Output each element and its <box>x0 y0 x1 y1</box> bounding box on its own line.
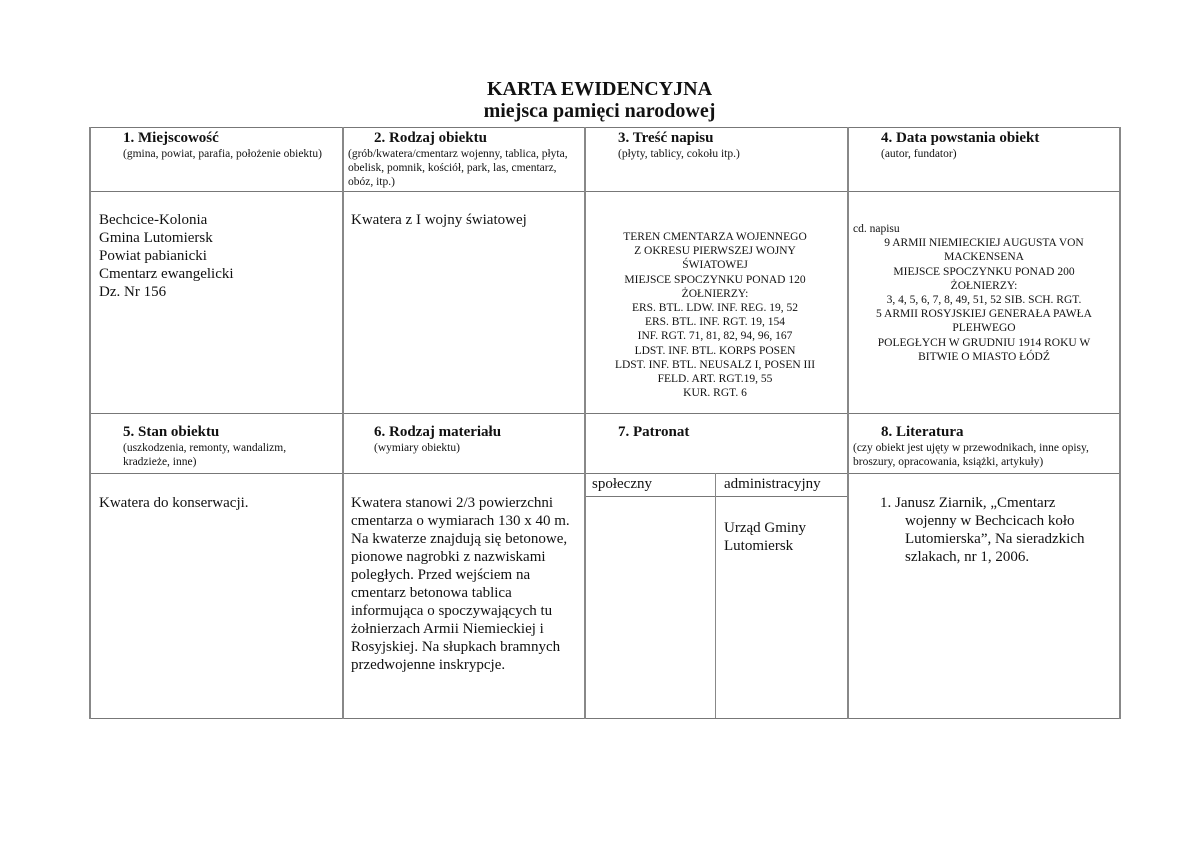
header-object-type <box>348 130 578 189</box>
text-line: Cmentarz ewangelicki <box>99 266 234 282</box>
row-divider <box>90 191 1121 192</box>
inscription-line: 3, 4, 5, 6, 7, 8, 49, 51, 52 SIB. SCH. RGT. <box>886 294 1082 307</box>
text-line: Dz. Nr 156 <box>99 284 167 300</box>
text-line: Bechcice-Kolonia <box>99 212 208 228</box>
header-label: 5. Stan obiektu <box>123 424 220 440</box>
inscription-line: TEREN CMENTARZA WOJENNEGO <box>623 231 807 243</box>
table-border <box>89 127 91 719</box>
inscription-line: POLEGŁYCH W GRUDNIU 1914 ROKU W <box>877 336 1091 349</box>
header-hint: (grób/kwatera/cmentarz wojenny, tablica, płyta, obelisk, pomnik, kościół, park, las, cmentarz, obóz, itp.) <box>348 148 568 188</box>
header-label: 4. Data powstania obiekt <box>881 130 1040 146</box>
condition-value: Kwatera do konserwacji. <box>99 495 249 511</box>
header-hint: (wymiary obiektu) <box>374 442 460 454</box>
col-divider <box>342 127 344 719</box>
inscription-line: FELD. ART. RGT.19, 55 <box>657 373 773 386</box>
inscription-line: ŻOŁNIERZY: <box>950 279 1018 292</box>
header-hint: (płyty, tablicy, cokołu itp.) <box>618 148 740 160</box>
header-label: 3. Treść napisu <box>618 130 714 146</box>
row-divider <box>585 496 848 497</box>
text-line: Powiat pabianicki <box>99 248 207 264</box>
header-locality <box>95 130 335 161</box>
header-hint: (gmina, powiat, parafia, położenie obiektu) <box>123 148 322 160</box>
header-label: 8. Literatura <box>881 424 964 440</box>
table-border <box>90 718 1121 719</box>
inscription-line: ERS. BTL. INF. RGT. 19, 154 <box>644 316 786 329</box>
col-divider <box>715 473 716 718</box>
inscription-value <box>590 230 840 400</box>
inscription-line: ŻOŁNIERZY: <box>681 287 749 300</box>
inscription-line: INF. RGT. 71, 81, 82, 94, 96, 167 <box>637 330 793 343</box>
inscription-line: 9 ARMII NIEMIECKIEJ AUGUSTA VON <box>884 237 1084 250</box>
inscription-line: ERS. BTL. LDW. INF. REG. 19, 52 <box>631 302 799 315</box>
header-material <box>348 424 578 455</box>
inscription-line: 5 ARMII ROSYJSKIEJ GENERAŁA PAWŁA <box>876 308 1092 321</box>
page-subtitle: miejsca pamięci narodowej <box>483 100 716 122</box>
header-hint: (czy obiekt jest ujęty w przewodnikach, inne opisy, broszury, opracowania, książki, artykuły) <box>853 442 1089 468</box>
header-hint: (uszkodzenia, remonty, wandalizm, kradzieże, inne) <box>123 442 287 468</box>
location-value <box>99 211 339 301</box>
patronage-admin-label: administracyjny <box>724 476 821 492</box>
header-literature <box>853 424 1115 469</box>
continued-label: cd. napisu <box>853 223 900 235</box>
header-label: 1. Miejscowość <box>123 130 219 146</box>
inscription-line: KUR. RGT. 6 <box>683 387 747 400</box>
page-title: KARTA EWIDENCYJNA <box>486 78 713 100</box>
inscription-line: MACKENSENA <box>944 251 1024 264</box>
header-condition <box>95 424 335 469</box>
patronage-admin-value: Urząd Gminy Lutomiersk <box>724 520 807 554</box>
literature-value: 1. Janusz Ziarnik, „Cmentarz wojenny w Bechcicach koło Lutomierska”, Na sieradzkich szlakach, nr 1, 2006. <box>880 495 1085 565</box>
inscription-continued <box>853 222 1115 364</box>
inscription-line: MIEJSCE SPOCZYNKU PONAD 120 <box>624 273 806 286</box>
table-border <box>90 127 1121 128</box>
header-patronage <box>590 424 840 441</box>
header-hint: (autor, fundator) <box>881 148 957 160</box>
inscription-line: Z OKRESU PIERWSZEJ WOJNY <box>634 245 796 258</box>
header-label: 7. Patronat <box>618 424 690 440</box>
object-type-value: Kwatera z I wojny światowej <box>351 212 527 228</box>
row-divider <box>90 413 1121 414</box>
inscription-line: PLEHWEGO <box>952 322 1016 335</box>
inscription-line: BITWIE O MIASTO ŁÓDŹ <box>918 350 1050 363</box>
row-divider <box>90 473 1121 474</box>
inscription-line: LDST. INF. BTL. NEUSALZ I, POSEN III <box>614 358 816 371</box>
col-divider <box>847 127 849 719</box>
header-date <box>853 130 1113 161</box>
col-divider <box>584 127 586 719</box>
inscription-line: MIEJSCE SPOCZYNKU PONAD 200 <box>893 265 1075 278</box>
inscription-line: LDST. INF. BTL. KORPS POSEN <box>634 344 796 357</box>
inscription-continued-lines <box>853 236 1115 364</box>
patronage-social-label: społeczny <box>592 476 652 492</box>
text-line: Gmina Lutomiersk <box>99 230 213 246</box>
header-label: 6. Rodzaj materiału <box>374 424 502 440</box>
header-label: 2. Rodzaj obiektu <box>374 130 487 146</box>
table-border <box>1119 127 1121 719</box>
header-inscription <box>590 130 840 161</box>
inscription-line: ŚWIATOWEJ <box>682 259 748 272</box>
material-value: Kwatera stanowi 2/3 powierzchni cmentarza o wymiarach 130 x 40 m. Na kwaterze znajdują się betonowe, pionowe nagrobki z nazwiskami poległych. Przed wejściem na cmentarz betonowa tablica informująca o spoczywających tu żołnierzach Armii Niemieckiej i Rosyjskiej. Na słupkach bramnych przedwojenne inskrypcje. <box>351 495 570 673</box>
